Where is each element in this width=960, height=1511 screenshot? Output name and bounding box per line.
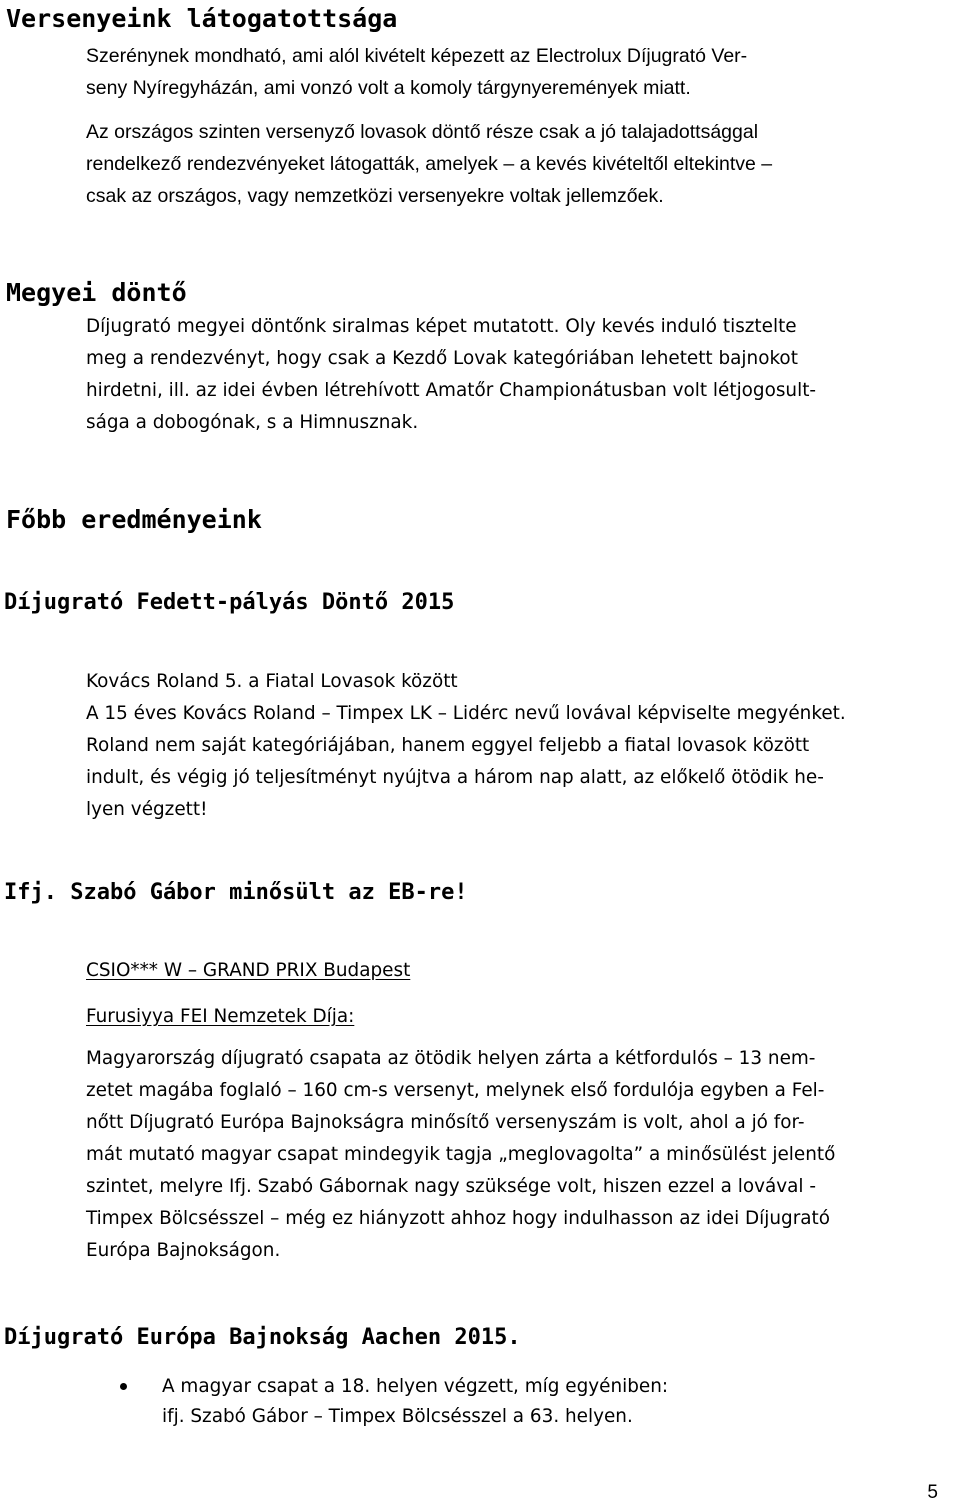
heading-fobb-eredmenyeink: Főbb eredményeink bbox=[6, 505, 262, 534]
text-line: Az országos szinten versenyző lovasok döntő része csak a jó talajadottsággal bbox=[86, 121, 759, 143]
text-line: Roland nem saját kategóriájában, hanem eggyel feljebb a fiatal lovasok között bbox=[86, 735, 810, 756]
text-line: A 15 éves Kovács Roland – Timpex LK – Lidérc nevű lovával képviselte megyénket. bbox=[86, 703, 846, 724]
text-line: csak az országos, vagy nemzetközi versenyekre voltak jellemzőek. bbox=[86, 185, 664, 207]
text-line: seny Nyíregyházán, ami vonzó volt a komoly tárgynyeremények miatt. bbox=[86, 77, 691, 99]
paragraph-electrolux bbox=[86, 40, 936, 104]
event-csio-grand-prix: CSIO*** W – GRAND PRIX Budapest bbox=[86, 960, 411, 981]
text-line: nőtt Díjugrató Európa Bajnokságra minősítő versenyszám is volt, ahol a jó for- bbox=[86, 1112, 805, 1133]
page-number: 5 bbox=[927, 1482, 938, 1503]
paragraph-megyei-donto bbox=[86, 311, 936, 439]
text-line: lyen végzett! bbox=[86, 799, 208, 820]
text-line: rendelkező rendezvényeket látogatták, amelyek – a kevés kivételtől eltekintve – bbox=[86, 153, 773, 175]
list-item bbox=[120, 1372, 668, 1432]
result-kovacs-roland: Kovács Roland 5. a Fiatal Lovasok között bbox=[86, 671, 458, 692]
text-line: hirdetni, ill. az idei évben létrehívott Amatőr Championátusban volt létjogosult- bbox=[86, 380, 817, 401]
text-line: Európa Bajnokságon. bbox=[86, 1240, 281, 1261]
text-line: meg a rendezvényt, hogy csak a Kezdő Lovak kategóriában lehetett bajnokot bbox=[86, 348, 798, 369]
paragraph-csapat-eredmeny bbox=[86, 1043, 936, 1267]
heading-aachen-eb: Díjugrató Európa Bajnokság Aachen 2015. bbox=[4, 1325, 521, 1350]
heading-megyei-donto: Megyei döntő bbox=[6, 278, 187, 307]
paragraph-kovacs-roland bbox=[86, 698, 936, 826]
event-furusiyya-nemzetek-dija: Furusiyya FEI Nemzetek Díja: bbox=[86, 1006, 355, 1027]
heading-fedett-palyas-donto: Díjugrató Fedett-pályás Döntő 2015 bbox=[4, 590, 455, 615]
text-line: szintet, melyre Ifj. Szabó Gábornak nagy szüksége volt, hiszen ezzel a lovával - bbox=[86, 1176, 816, 1197]
heading-versenyeink-latogatottsaga: Versenyeink látogatottsága bbox=[6, 4, 398, 33]
text-line: zetet magába foglaló – 160 cm-s versenyt, melynek első fordulója egyben a Fel- bbox=[86, 1080, 825, 1101]
bullet-icon bbox=[120, 1383, 127, 1390]
text-line: sága a dobogónak, s a Himnusznak. bbox=[86, 412, 419, 433]
text-line: Díjugrató megyei döntőnk siralmas képet mutatott. Oly kevés induló tisztelte bbox=[86, 316, 797, 337]
paragraph-orszagos bbox=[86, 116, 936, 212]
text-line: Szerénynek mondható, ami alól kivételt képezett az Electrolux Díjugrató Ver- bbox=[86, 45, 748, 67]
aachen-results-list bbox=[120, 1372, 668, 1432]
text-line: Magyarország díjugrató csapata az ötödik helyen zárta a kétfordulós – 13 nem- bbox=[86, 1048, 816, 1069]
text-line: mát mutató magyar csapat mindegyik tagja „meglovagolta” a minősülést jelentő bbox=[86, 1144, 836, 1165]
text-line: A magyar csapat a 18. helyen végzett, míg egyéniben: bbox=[162, 1376, 669, 1397]
text-line: indult, és végig jó teljesítményt nyújtva a három nap alatt, az előkelő ötödik he- bbox=[86, 767, 824, 788]
heading-szabo-gabor-eb: Ifj. Szabó Gábor minősült az EB-re! bbox=[4, 880, 468, 905]
text-line: Timpex Bölcsésszel – még ez hiányzott ahhoz hogy indulhasson az idei Díjugrató bbox=[86, 1208, 831, 1229]
text-line: ifj. Szabó Gábor – Timpex Bölcsésszel a 63. helyen. bbox=[162, 1406, 633, 1427]
